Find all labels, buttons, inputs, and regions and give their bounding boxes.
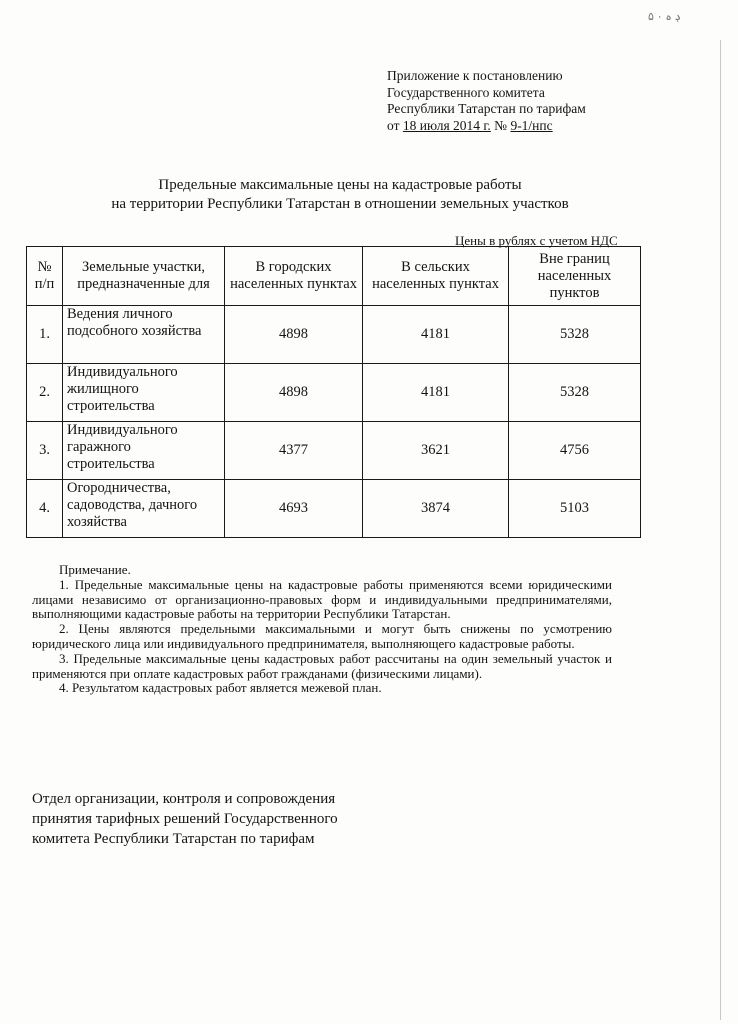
- row-number: 4.: [27, 480, 63, 538]
- notes-heading: Примечание.: [59, 562, 131, 577]
- table-row: [27, 422, 641, 480]
- header-land: Земельные участки, предназначенные для: [63, 247, 225, 306]
- row-price-rural: 4181: [363, 306, 509, 364]
- document-title: [40, 176, 640, 213]
- table-header-row: [27, 247, 641, 306]
- appendix-date: 18 июля 2014 г.: [402, 117, 491, 133]
- row-price-rural: 3874: [363, 480, 509, 538]
- appendix-line-2: Государственного комитета: [387, 84, 545, 100]
- header-rural: В сельских населенных пунктах: [363, 247, 509, 306]
- appendix-number: 9-1/нпс: [510, 117, 553, 133]
- header-outside: Вне границ населенных пунктов: [509, 247, 641, 306]
- appendix-date-prefix: от: [387, 117, 403, 133]
- row-price-outside: 5328: [509, 306, 641, 364]
- department-line-2: принятия тарифных решений Государственного: [32, 811, 338, 827]
- note-item: 4. Результатом кадастровых работ является межевой план.: [59, 680, 382, 696]
- row-price-rural: 3621: [363, 422, 509, 480]
- row-land-purpose: Огородничества, садоводства, дачного хозяйства: [63, 480, 225, 538]
- table-row: [27, 480, 641, 538]
- note-item: 1. Предельные максимальные цены на кадастровые работы применяются всеми юридическими лицами независимо от организационно-правовых форм и индивидуальными предпринимателями, выполняющими кадастровые работы на территории Республики Татарстан.: [32, 576, 612, 622]
- header-urban: В городских населенных пунктах: [225, 247, 363, 306]
- appendix-line-1: Приложение к постановлению: [387, 68, 563, 83]
- header-num: № п/п: [27, 247, 63, 306]
- appendix-line-3: Республики Татарстан по тарифам: [387, 101, 586, 116]
- row-price-urban: 4898: [225, 364, 363, 422]
- row-number: 1.: [27, 306, 63, 364]
- appendix-header: [387, 68, 586, 134]
- scan-edge-line: [720, 40, 721, 1020]
- scan-corner-mark: ڊ ہ ۰ ۵: [648, 11, 681, 23]
- row-price-urban: 4898: [225, 306, 363, 364]
- appendix-number-prefix: №: [490, 117, 511, 133]
- row-price-outside: 5328: [509, 364, 641, 422]
- title-line-2: на территории Республики Татарстан в отношении земельных участков: [111, 195, 569, 212]
- row-price-urban: 4377: [225, 422, 363, 480]
- row-land-purpose: Индивидуального жилищного строительства: [63, 364, 225, 422]
- note-item: 2. Цены являются предельными максимальными и могут быть снижены по усмотрению юридического лица или индивидуального предпринимателя, выполняющего кадастровые работы.: [32, 621, 612, 651]
- notes-section: [32, 563, 612, 696]
- row-price-rural: 4181: [363, 364, 509, 422]
- department-line-1: Отдел организации, контроля и сопровождения: [32, 791, 336, 807]
- row-land-purpose: Индивидуального гаражного строительства: [63, 422, 225, 480]
- price-unit-note: Цены в рублях с учетом НДС: [455, 233, 618, 248]
- note-item: 3. Предельные максимальные цены кадастровых работ рассчитаны на один земельный участок и применяются при оплате кадастровых работ гражданами (физическими лицами).: [32, 650, 612, 681]
- row-price-outside: 4756: [509, 422, 641, 480]
- title-line-1: Предельные максимальные цены на кадастровые работы: [158, 177, 522, 193]
- row-land-purpose: Ведения личного подсобного хозяйства: [63, 306, 225, 364]
- price-table: [26, 246, 641, 538]
- appendix-line-4: [387, 118, 586, 135]
- row-number: 2.: [27, 364, 63, 422]
- row-price-outside: 5103: [509, 480, 641, 538]
- department-line-3: комитета Республики Татарстан по тарифам: [32, 831, 315, 847]
- row-price-urban: 4693: [225, 480, 363, 538]
- table-row: [27, 364, 641, 422]
- row-number: 3.: [27, 422, 63, 480]
- department-signature: [32, 789, 338, 849]
- table-row: [27, 306, 641, 364]
